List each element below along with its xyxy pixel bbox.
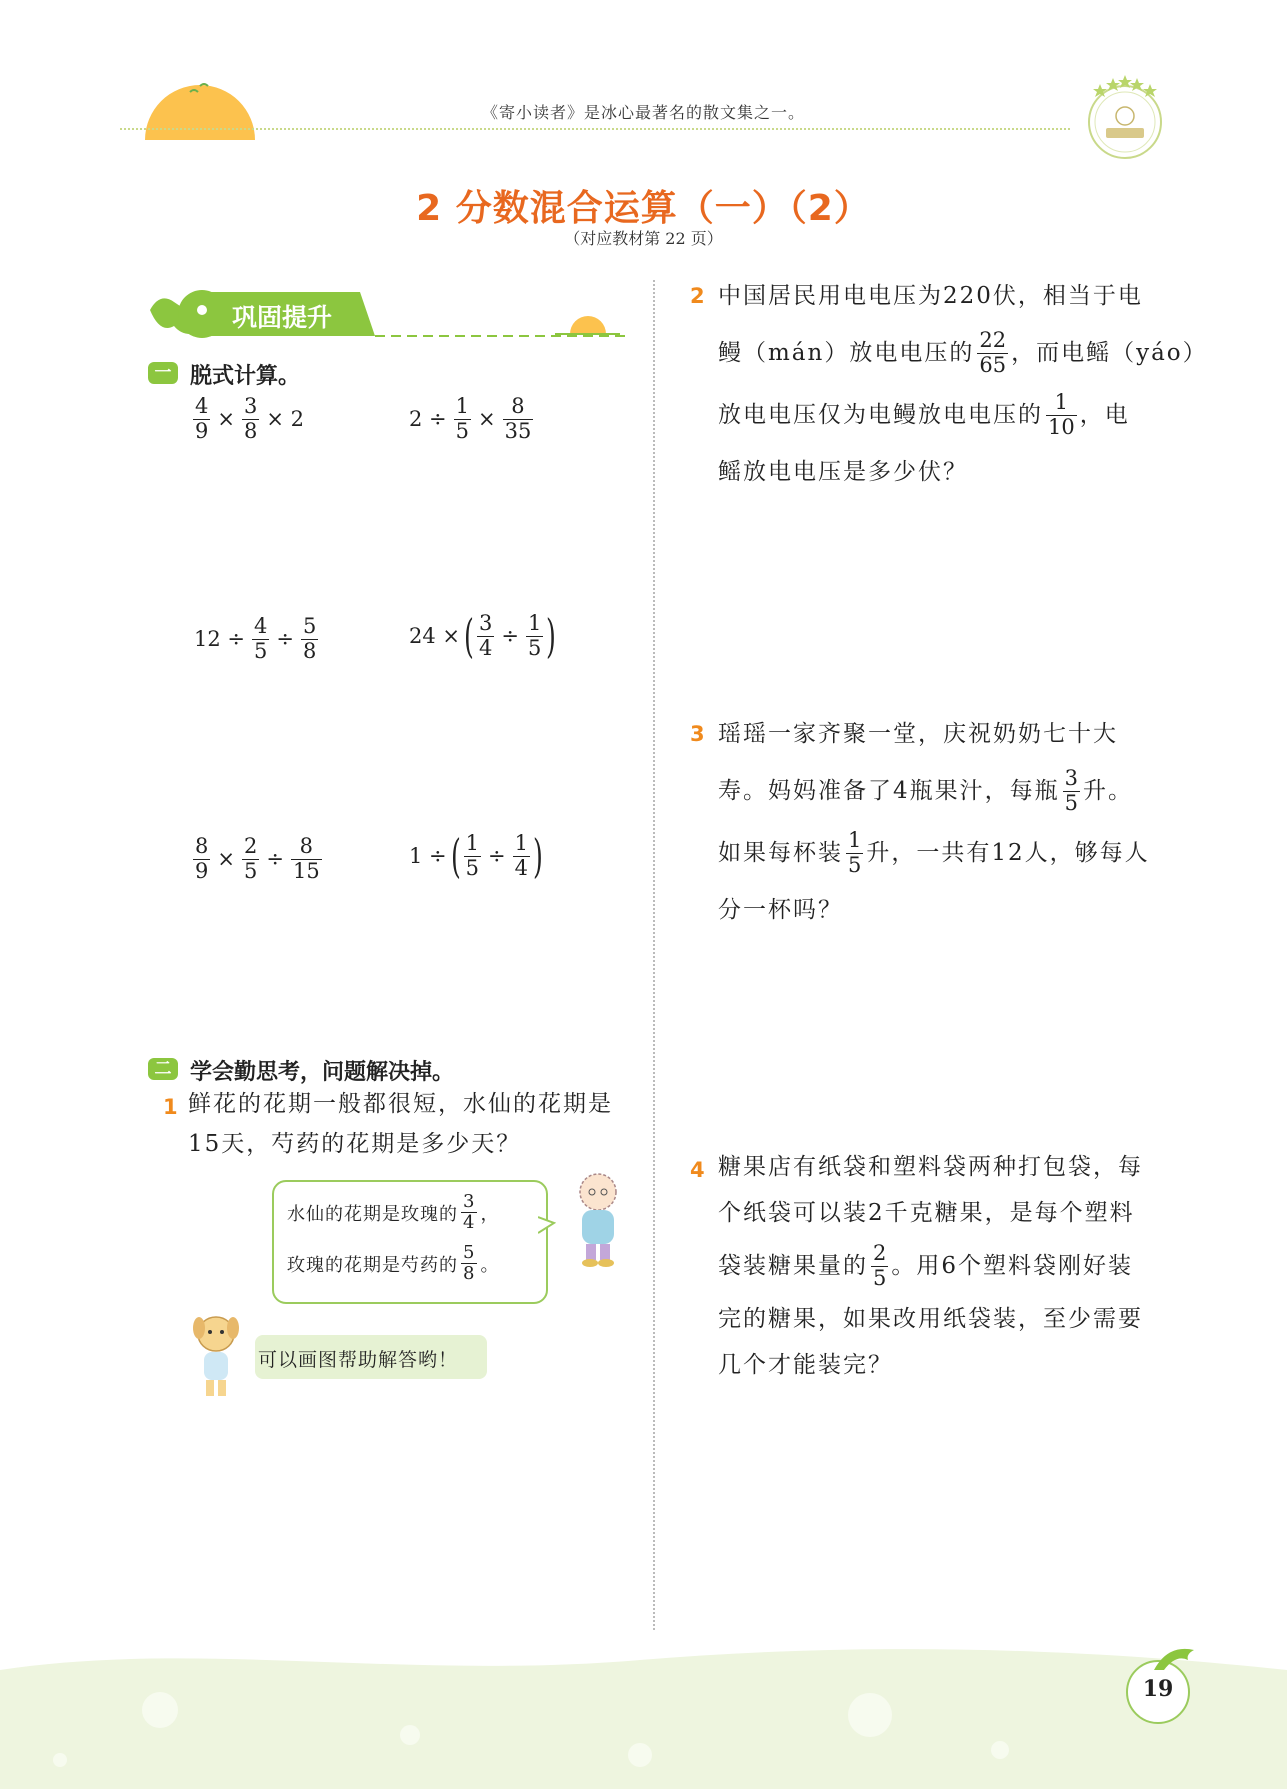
numerator: 1 [848, 827, 862, 852]
denominator: 9 [195, 418, 209, 443]
denominator: 5 [243, 858, 258, 883]
operator: × [217, 847, 235, 872]
numerator: 3 [243, 394, 258, 418]
operator: 2 ÷ [409, 407, 447, 432]
numerator: 22 [979, 327, 1007, 352]
line-text: 。用6个塑料袋刚好装 [891, 1253, 1134, 1279]
numerator: 2 [873, 1240, 887, 1265]
fraction [454, 395, 471, 443]
fraction [477, 612, 494, 660]
operator: ÷ [487, 844, 506, 869]
column-divider [653, 280, 655, 1630]
fraction-1-5 [846, 829, 863, 877]
numerator: 3 [463, 1191, 476, 1212]
fraction-1-10 [1046, 391, 1077, 439]
parenthesis: ) [546, 609, 557, 664]
fraction-2-5 [871, 1242, 888, 1290]
callout-line-1 [287, 1192, 499, 1233]
denominator: 4 [478, 635, 493, 660]
grandpa-illustration [568, 1170, 630, 1270]
callout-line1-punct: ， [480, 1203, 500, 1225]
numerator: 2 [243, 834, 258, 858]
callout-fraction-1 [461, 1192, 477, 1233]
problem-3-line2 [718, 760, 1150, 822]
footer-wave [0, 1640, 1287, 1789]
problem-4-line1: 糖果店有纸袋和塑料袋两种打包袋，每 [718, 1154, 1143, 1180]
denominator: 35 [504, 418, 532, 443]
operator: ÷ [501, 624, 519, 649]
line-text: 放电电压仅为电鳗放电电压的 [718, 402, 1043, 428]
denominator: 5 [1064, 790, 1079, 815]
callout-fraction-2 [461, 1243, 477, 1284]
denominator: 8 [302, 638, 317, 663]
fraction [193, 395, 210, 443]
fraction [242, 835, 259, 883]
exercise-4 [405, 609, 557, 664]
exercise-1 [190, 395, 308, 443]
problem-1-number: 1 [163, 1095, 178, 1119]
numerator: 1 [455, 394, 470, 418]
numerator: 8 [195, 834, 209, 858]
problem-4-line3 [718, 1236, 1143, 1296]
callout-line-2 [287, 1243, 499, 1284]
operator: ÷ [266, 847, 284, 872]
page-title: 2 分数混合运算（一）（2） [416, 188, 871, 229]
parenthesis: ( [464, 609, 474, 664]
problem-2-text [718, 270, 1208, 498]
section1-title: 脱式计算。 [190, 364, 301, 389]
fraction [526, 612, 543, 660]
numerator: 5 [463, 1242, 476, 1263]
problem-3-line4: 分一杯吗？ [718, 897, 843, 923]
exercise-6 [405, 829, 543, 884]
denominator: 65 [979, 352, 1007, 377]
line-text: ，电 [1079, 402, 1130, 428]
fraction [242, 395, 259, 443]
line-text: 鳗（mán）放电电压的 [718, 340, 975, 366]
problem-1-text [188, 1084, 613, 1164]
operator: 1 ÷ [409, 844, 447, 869]
callout-line2-punct: 。 [480, 1254, 500, 1276]
header-quote: 《寄小读者》是冰心最著名的散文集之一。 [481, 103, 805, 122]
exercise-5 [190, 835, 325, 883]
fraction [464, 832, 481, 880]
problem-2-line3 [718, 384, 1208, 446]
denominator: 4 [514, 855, 528, 880]
operator: 24 × [409, 624, 460, 649]
problem-2-number: 2 [690, 284, 705, 308]
line-text: ，而电鳐（yáo） [1011, 340, 1208, 366]
problem-4-line2: 个纸袋可以装2千克糖果，是每个塑料 [718, 1200, 1135, 1226]
callout-line2-text: 玫瑰的花期是芍药的 [287, 1254, 458, 1276]
problem-1-line1: 鲜花的花期一般都很短，水仙的花期是 [188, 1091, 613, 1117]
banner-label: 巩固提升 [232, 303, 333, 332]
problem-3-text [718, 708, 1150, 936]
denominator: 5 [873, 1265, 887, 1290]
page-subtitle: （对应教材第 22 页） [564, 229, 723, 248]
problem-4-line4: 完的糖果，如果改用纸袋装，至少需要 [718, 1306, 1143, 1332]
exercise-2 [405, 395, 536, 443]
operator: 12 ÷ [194, 627, 245, 652]
line-text: 升。 [1083, 778, 1134, 804]
hint-text: 可以画图帮助解答哟！ [258, 1349, 459, 1371]
problem-3-line1: 瑶瑶一家齐聚一堂，庆祝奶奶七十大 [718, 721, 1118, 747]
numerator: 1 [514, 831, 528, 855]
callout-line1-text: 水仙的花期是玫瑰的 [287, 1203, 458, 1225]
numerator: 4 [195, 394, 209, 418]
numerator: 8 [299, 834, 314, 858]
problem-2-line2 [718, 322, 1208, 384]
dog-illustration [186, 1310, 246, 1405]
fraction-22-65 [977, 329, 1008, 377]
callout-tail [538, 1215, 556, 1235]
numerator: 1 [527, 611, 542, 635]
numerator: 3 [478, 611, 493, 635]
section1-badge: 一 [148, 362, 178, 384]
section2-badge: 二 [148, 1058, 178, 1080]
publisher-logo [1078, 70, 1172, 164]
denominator: 5 [254, 638, 268, 663]
denominator: 5 [848, 852, 862, 877]
denominator: 5 [527, 635, 542, 660]
line-text: 如果每杯装 [718, 840, 843, 866]
fraction [503, 395, 534, 443]
operator: × 2 [266, 407, 304, 432]
denominator: 4 [463, 1212, 476, 1234]
header-divider [120, 128, 1070, 130]
section-banner [150, 288, 630, 340]
problem-4-line5: 几个才能装完？ [718, 1352, 893, 1378]
denominator: 15 [292, 858, 320, 883]
problem-1-line2: 15天，芍药的花期是多少天？ [188, 1131, 522, 1157]
problem-3-number: 3 [690, 722, 705, 746]
section2-title: 学会勤思考，问题解决掉。 [190, 1060, 455, 1085]
numerator: 8 [511, 394, 525, 418]
line-text: 袋装糖果量的 [718, 1253, 868, 1279]
fraction [193, 835, 210, 883]
problem-2-line1: 中国居民用电电压为220伏，相当于电 [718, 283, 1143, 309]
page-number: 19 [1142, 1676, 1174, 1702]
numerator: 4 [254, 614, 268, 638]
denominator: 8 [463, 1263, 476, 1285]
parenthesis: ( [450, 829, 461, 884]
denominator: 8 [243, 418, 258, 443]
fraction [252, 615, 269, 663]
numerator: 5 [302, 614, 317, 638]
numerator: 1 [1054, 389, 1069, 414]
fraction [513, 832, 530, 880]
problem-4-number: 4 [690, 1158, 705, 1182]
fraction [291, 835, 322, 883]
denominator: 9 [195, 858, 209, 883]
line-text: 寿。妈妈准备了4瓶果汁，每瓶 [718, 778, 1060, 804]
denominator: 10 [1048, 414, 1075, 439]
numerator: 3 [1064, 765, 1079, 790]
fraction-3-5 [1063, 767, 1080, 815]
problem-3-line3 [718, 822, 1150, 884]
fraction [301, 615, 318, 663]
line-text: 升，一共有12人，够每人 [866, 840, 1150, 866]
operator: × [478, 407, 496, 432]
problem-4-text [718, 1144, 1143, 1388]
dolphin-icon [1150, 1640, 1200, 1680]
denominator: 5 [455, 418, 470, 443]
operator: ÷ [276, 627, 294, 652]
problem-2-line4: 鳐放电电压是多少伏？ [718, 459, 968, 485]
operator: × [217, 407, 235, 432]
denominator: 5 [465, 855, 479, 880]
parenthesis: ) [532, 829, 543, 884]
exercise-3 [190, 615, 321, 663]
numerator: 1 [465, 831, 479, 855]
